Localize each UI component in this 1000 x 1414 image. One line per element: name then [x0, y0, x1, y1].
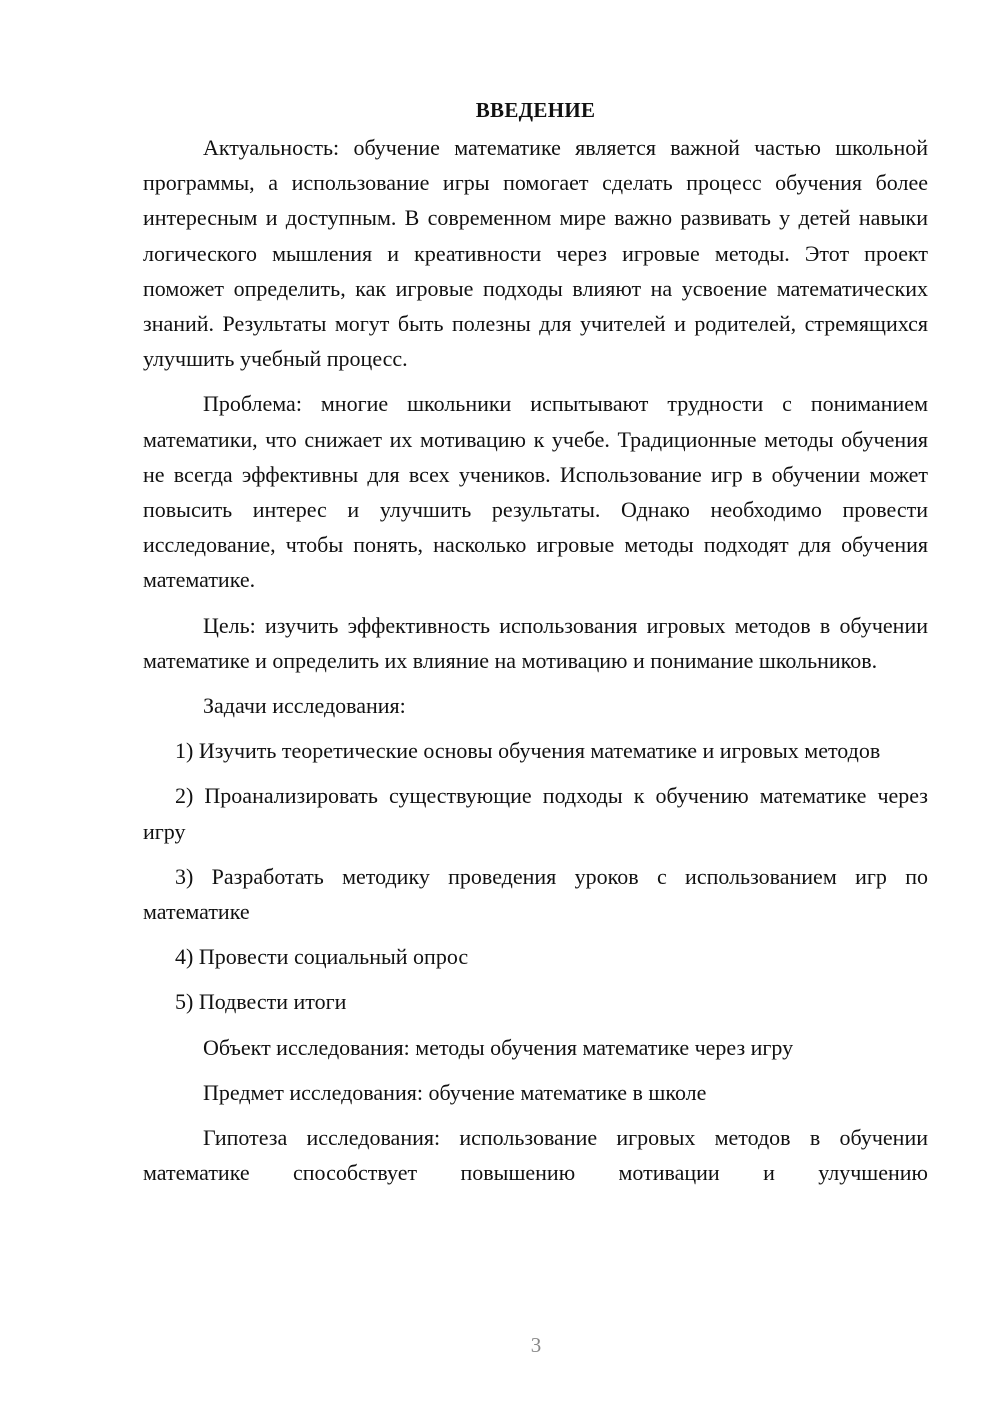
object-paragraph: Объект исследования: методы обучения математике через игру — [203, 1034, 794, 1060]
relevance-paragraph: Актуальность: обучение математике является важной частью школьной программы, а использование игры помогает сделать процесс обучения более интересным и доступным. В современном мире важно развивать у детей навыки логического мышления и креативности через игровые методы. Этот проект поможет определить, как игровые подходы влияют на усвоение математических знаний. Результаты могут быть полезны для учителей и родителей, стремящихся улучшить учебный процесс. — [143, 135, 928, 372]
task-item: 5) Подвести итоги — [175, 989, 347, 1015]
problem-paragraph: Проблема: многие школьники испытывают трудности с пониманием математики, что снижает их мотивацию к учебе. Традиционные методы обучения не всегда эффективны для всех учеников. Использование игр в обучении может повысить интерес и улучшить результаты. Однако необходимо провести исследование, чтобы понять, насколько игровые методы подходят для обучения математике. — [143, 391, 928, 593]
subject-paragraph: Предмет исследования: обучение математике в школе — [203, 1079, 707, 1105]
page-number: 3 — [530, 1333, 542, 1357]
tasks-heading: Задачи исследования: — [203, 693, 406, 719]
task-item: 1) Изучить теоретические основы обучения математике и игровых методов — [175, 738, 881, 764]
hypothesis-paragraph: Гипотеза исследования: использование игровых методов в обучении математике способствует повышению мотивации и улучшению — [143, 1125, 928, 1186]
task-item: 2) Проанализировать существующие подходы к обучению математике через игру — [143, 783, 928, 844]
document-page — [143, 95, 928, 1200]
task-item: 4) Провести социальный опрос — [175, 944, 469, 970]
section-title: ВВЕДЕНИЕ — [475, 98, 596, 122]
goal-paragraph: Цель: изучить эффективность использования игровых методов в обучении математике и определить их влияние на мотивацию и понимание школьников. — [143, 612, 928, 673]
task-item: 3) Разработать методику проведения уроков с использованием игр по математике — [143, 863, 928, 925]
